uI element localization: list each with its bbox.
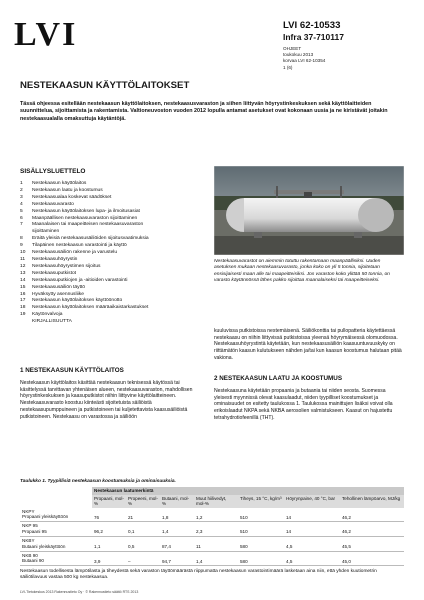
table-cell: 3,9	[94, 558, 101, 564]
toc-item-label: Nestekaasuputkiojen ja -aitioiden varastointi	[32, 277, 128, 283]
toc-item-label: Hyväksytty asennusliike	[32, 291, 84, 297]
lpg-composition-table	[20, 487, 404, 566]
table-corner	[20, 487, 92, 495]
toc-item-number: 13	[20, 270, 26, 276]
table-cell: 1,2	[196, 514, 203, 520]
toc-item-label: Nestekaasuhöyrystimen sijoitus	[32, 263, 101, 269]
table-row-label	[20, 522, 92, 537]
table-row	[20, 522, 404, 537]
toc-item	[20, 195, 202, 202]
toc-item-number: 7	[20, 222, 23, 228]
toc-item-label: Nestekaasun käyttölaitoksen määräaikaistarkastukset	[32, 305, 149, 311]
toc-item	[20, 202, 202, 209]
gas-grade-code: NKB 90	[22, 552, 38, 558]
toc-item-number: 9	[20, 243, 23, 249]
toc-item-number: 6	[20, 215, 23, 221]
toc-item	[20, 188, 202, 195]
table-cell: 580	[240, 558, 248, 564]
toc-item-number: 4	[20, 201, 23, 207]
toc-item-number: 17	[20, 298, 26, 304]
toc-item-number: 5	[20, 208, 23, 214]
table-row	[20, 536, 404, 551]
table-body	[20, 508, 404, 566]
meta-replaces: korvaa LVI 62-10354	[283, 58, 326, 64]
doc-code: LVI 62-10533	[283, 20, 341, 31]
document-title: NESTEKAASUN KÄYTTÖLAITOKSET	[20, 80, 190, 91]
toc-item	[20, 278, 202, 285]
meta-type: OHJEET	[283, 46, 302, 51]
section-2-heading: 2 NESTEKAASUN LAATU JA KOOSTUMUS	[214, 375, 343, 382]
table-column-header: Tehollinen lämpöarvo, MJ/kg	[340, 495, 404, 508]
toc-item-label: Maanalaisen tai maapeitteisen nestekaasuvaraston	[32, 222, 144, 228]
table-column-header	[20, 495, 92, 508]
toc-item	[20, 209, 202, 216]
table-cell: 96,2	[94, 529, 103, 535]
toc-item-label: Eräitä yleisiä nestekaasusäiliöiden sijoitusvaatimuksia	[32, 236, 149, 242]
table-row-label	[20, 508, 92, 522]
toc-item-number: 11	[20, 256, 26, 262]
toc-item-label: Tilapäinen nestekaasun varastointi ja käyttö	[32, 243, 127, 249]
toc-item-number	[20, 319, 32, 326]
table-cell: 1,8	[162, 514, 169, 520]
toc-item-label: Nestekaasusäiliön rakenne ja varustelu	[32, 250, 118, 256]
section-1-heading: 1 NESTEKAASUN KÄYTTÖLAITOS	[20, 367, 124, 374]
table-cell: 87,4	[162, 543, 171, 549]
toc-item-label: Nestekaasualaa koskevat säädökset	[32, 194, 112, 200]
document-meta	[283, 46, 325, 71]
toc-item-number: 15	[20, 284, 26, 290]
table-column-header: Propeeni, mol-%	[126, 495, 160, 508]
table-cell: 46,2	[342, 529, 351, 535]
toc-item-label: sijoittaminen	[32, 229, 60, 235]
infra-code: Infra 37-710117	[283, 31, 344, 42]
table-cell: 14	[286, 529, 292, 535]
toc-item-label: Maanpäällisen nestekaasuvaraston sijoittaminen	[32, 215, 138, 221]
gas-grade-name: Propaani yleiskäyttöön	[22, 514, 69, 520]
table-cell: –	[128, 558, 131, 564]
toc-item-label: Käytönvalvoja	[32, 312, 63, 318]
table-cell: 510	[240, 514, 248, 520]
gas-grade-name: Butaani yleiskäyttöön	[22, 543, 66, 549]
table-column-headers	[20, 495, 404, 508]
table-cell: 1,1	[94, 543, 101, 549]
table-column-header: Propaani, mol-%	[92, 495, 126, 508]
toc-item-number: 1	[20, 181, 23, 186]
toc-item	[20, 181, 202, 188]
table-cell: 2,3	[196, 529, 203, 535]
right-column-continued-text: kuuluvissa putkistoissa nestemäisenä. Säiliökonttia tai pullopatteria käytettäessä nestekaasu on niihin liittyvissä putkistoissa yleensä höyrymäisessä olomuodossa. Nestekaasuhöyrystintä käytetään, kun nestekaasusäiliön kaasuuntuvuuskyky on riittämätön kaasun kulutukseen nähden ja/tai kun kaasun koostumus halutaan pitää vakiona.	[214, 328, 402, 361]
lpg-tank-photo	[214, 166, 404, 255]
table-cell: 45,5	[342, 543, 351, 549]
table-cell: 76	[94, 514, 100, 520]
table-cell: 1,4	[196, 558, 203, 564]
gas-grade-name: Butaani 90	[22, 558, 44, 564]
table-cell: 0,1	[128, 529, 135, 535]
table-column-header: Tiheys, 15 °C, kg/m³	[238, 495, 284, 508]
table-cell: 14	[286, 514, 292, 520]
toc-item	[20, 285, 202, 292]
table-cell: 4,5	[286, 543, 293, 549]
gas-grade-code: NKPY	[22, 508, 35, 514]
photo-caption: Nestekaasuvarastot on aiemmin totuttu rakentamaan maanpäällisiksi. Uuden asetuksen mukaan nestekaasuvarasto, jonka koko on yli 5 tonnia, sijoitetaan ensisijaisesti maan alle tai maapeitteisiksi. Jos varaston koko ylittää 50 tonnia, on varasto käytännössä lähes pakko sijoittaa maanalaiseksi tai maapeitteiseksi.	[214, 259, 390, 283]
toc-item	[20, 271, 202, 278]
meta-page: 1 (6)	[283, 64, 293, 70]
toc-item-label: Nestekaasuvarasto	[32, 201, 74, 207]
toc-item-number: 10	[20, 250, 26, 256]
meta-date: toukokuu 2013	[283, 52, 314, 58]
intro-paragraph: Tässä ohjeessa esitellään nestekaasun käyttölaitoksen, nestekaasusvaraston ja siihen liittyvän höyrystinkeskuksen sekä käyttölaitteiden suunnittelua, sijoittamista ja rakentamista. Valtioneuvoston vuoden 2012 lopulla antamat asetukset ovat kokonaan uusia ja ne kiristävät joitakin nestekaasualalla omaksuttuja käytäntöjä.	[20, 101, 388, 122]
toc-item-number: 12	[20, 263, 26, 269]
table-column-header: Butaani, mol-%	[160, 495, 194, 508]
table-of-contents	[20, 181, 202, 326]
toc-item	[20, 264, 202, 271]
toc-item-number: 8	[20, 236, 23, 242]
toc-item-number: 3	[20, 194, 23, 200]
toc-item	[20, 250, 202, 257]
table-cell: 1,4	[162, 529, 169, 535]
gas-grade-code: NKBY	[22, 537, 35, 543]
table-caption: Taulukko 1. Tyypillisiä nestekaasun koostumuksia ja ominaisuuksia.	[20, 479, 176, 484]
toc-item-number: 19	[20, 312, 26, 318]
table-column-header: Muut hiilivedyt, mol-%	[194, 495, 238, 508]
table-group-header: Nestekaasun laatumerkintä	[92, 487, 404, 495]
table-cell: 4,5	[286, 558, 293, 564]
toc-item-label: Nestekaasusäiliön täyttö	[32, 284, 86, 290]
table-cell: 580	[240, 543, 248, 549]
toc-item-label: Nestekaasuputkistot	[32, 270, 77, 276]
toc-item-label: Nestekaasun laatu ja koostumus	[32, 187, 103, 193]
table-cell: 11	[196, 543, 201, 549]
document-codes	[283, 20, 344, 43]
toc-item-number: 16	[20, 291, 26, 297]
toc-item-label: Nestekaasun käyttölaitoksen lupa- ja ilmoitusasiat	[32, 208, 140, 214]
table-cell: 21	[128, 514, 134, 520]
lpg-tank-illustration	[214, 166, 404, 255]
table-row	[20, 508, 404, 522]
toc-title: SISÄLLYSLUETTELO	[20, 168, 86, 175]
toc-item-label: Nestekaasun käyttölaitos	[32, 181, 87, 186]
table-cell: 45,0	[342, 558, 351, 564]
table-row-label	[20, 551, 92, 566]
table-note: Nestekaasun todellisesta lämpötilasta ja tiheydestä sekä varaston täyttömäärästä riippumatta nestekaasun varastointimäärä lasketaan aina niin, että yhden kuutiometrin säiliötilavuus vastaa 500 kg nestekaasua.	[20, 569, 377, 581]
table-cell: 94,7	[162, 558, 171, 564]
section-2-text: Nestekaasuna käytetään propaania ja butaania tai niiden seosta. Suomessa yleisesti myynnissä olevat kaasulaadut, niiden tyypilliset koostumukset ja ominaisuudet on esitetty taulukossa 1. Taulukossa mainittujen lisäksi voivat olla erikoislaadut NKPA sekä NKBA aerosolien valmistukseen. Kaasut on hajustettu tetrahydrotiofeenillä (THT).	[214, 388, 393, 421]
toc-item-label: Nestekaasun käyttölaitoksen käyttöönotto	[32, 298, 123, 304]
table-column-header: Höyrynpaine, 40 °C, bar	[284, 495, 340, 508]
toc-item-label: KIRJALLISUUTTA	[32, 319, 72, 325]
section-1-text: Nestekaasun käyttölaitos käsittää nestekaasun teknisessä käytössä tai käsittelyssä tarvittavan yhtenäisen alueen, nestekaasuvaraston, mahdollisen höyrystinkeskuksen ja kaasuputkistot niihin liittyvine käyttölaitteineen. Nestekaasuvarasto koostuu kiinteästi sijoitetuista säiliöistä nestekaasupumppuineen ja putkistoineen tai kuljetettavista kaasusäiliöistä putkistoineen. Nestekaasu on varastossa ja säiliöön	[20, 380, 193, 420]
table-row	[20, 551, 404, 566]
table-row-label	[20, 536, 92, 551]
gas-grade-code: NKP 95	[22, 523, 38, 529]
gas-grade-name: Propaani 95	[22, 528, 47, 534]
toc-item	[20, 319, 202, 326]
toc-item-number: 2	[20, 187, 23, 193]
toc-item-label: Nestekaasuhöyrystin	[32, 256, 78, 262]
table-cell: 0,5	[128, 543, 135, 549]
table-cell: 510	[240, 529, 248, 535]
toc-item	[20, 257, 202, 264]
toc-item-number: 18	[20, 305, 26, 311]
table-cell: 46,2	[342, 514, 351, 520]
toc-item-number: 14	[20, 277, 26, 283]
page-footer: LVI-Tietokeskus 2013 Rakennustieto Oy · © Rakennustieto säätiö RTS 2013	[20, 590, 139, 594]
lvi-logo: LVI	[14, 16, 78, 53]
